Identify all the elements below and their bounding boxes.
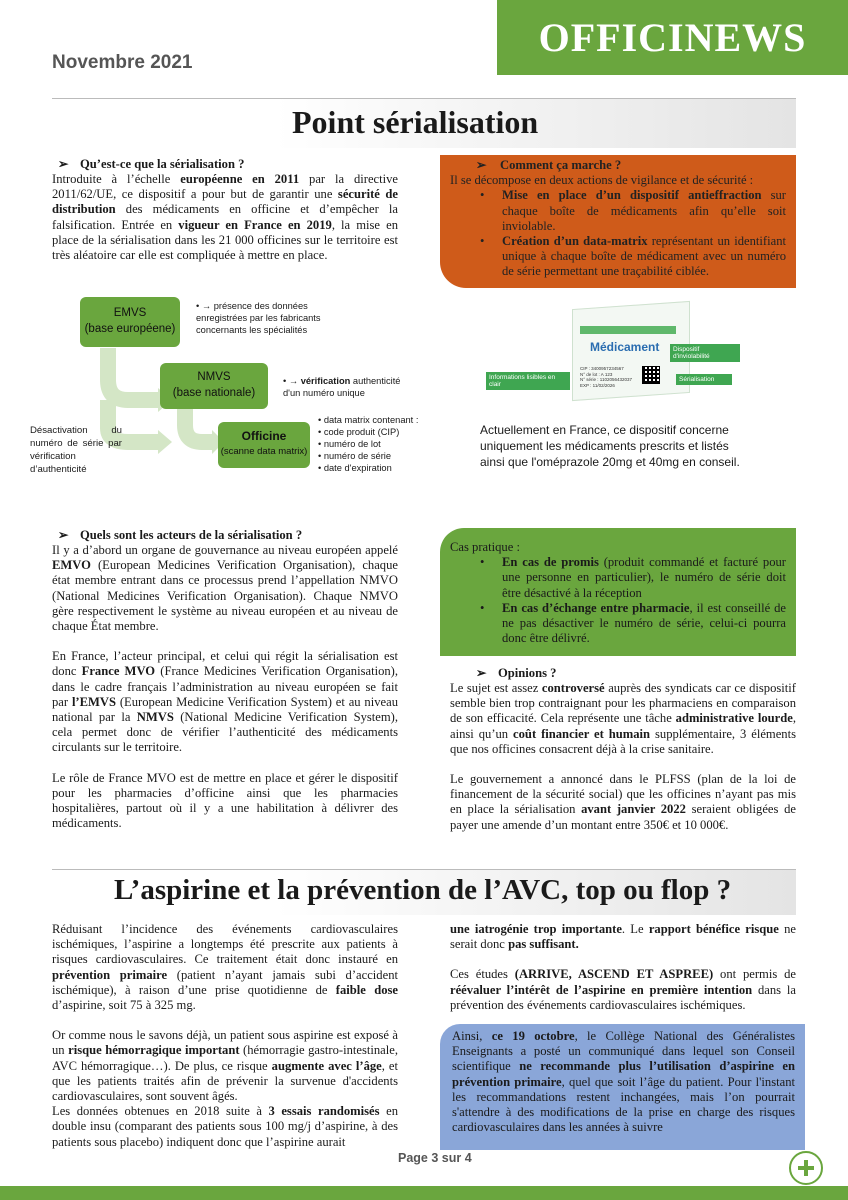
- paragraph: Le gouvernement a annoncé dans le PLFSS (plan de la loi de financement de la sécurité social) que les officines n’ayant pas mis en place la sérialisation avant janvier 2022 seraient obligées de payer une amende d’un montant entre 350€ et 10 000€.: [450, 772, 796, 832]
- arrow-bullet-icon: ➢: [58, 528, 69, 542]
- medicine-box-illustration: [480, 300, 736, 410]
- bullet-list: [450, 188, 786, 279]
- list-item: • En cas d’échange entre pharmacie, il est conseillé de ne pas désactiver le numéro de série, celui-ci pourra donc être délivré.: [450, 601, 786, 647]
- question-heading: ➢ Quels sont les acteurs de la sérialisation ?: [52, 527, 398, 543]
- flow-arrow: [108, 348, 158, 400]
- what-is-serialisation: [52, 156, 398, 263]
- data-matrix-icon: [642, 366, 660, 384]
- readable-tag: Informations lisibles en clair: [486, 372, 570, 390]
- paragraph: Il y a d’abord un organe de gouvernance au niveau européen appelé EMVO (European Medicines Verification Organisation), chaque état membre entrant dans ce processus prend l’appellation NMVO (National Medicines Verification Organisation). Chaque NMVO gère respectivement le système au niveau européen et au niveau de chaque État membre.: [52, 543, 398, 634]
- actors-section: [52, 527, 398, 831]
- paragraph: Introduite à l’échelle européenne en 2011 par la directive 2011/62/UE, ce dispositif a pour but de garantir une sécurité de distribution des médicaments en officine et d’empêcher la falsification. Entrée en vigueur en France en 2019, la mise en place de la sérialisation dans les 21 000 officines sur le territoire est très aléatoire car elle est compliquée à mettre en place.: [52, 172, 399, 263]
- intro-text: Il se décompose en deux actions de vigilance et de sécurité :: [450, 173, 754, 188]
- nmvs-node: NMVS (base nationale): [160, 363, 268, 409]
- section-title: Point sérialisation: [292, 104, 539, 140]
- paragraph: une iatrogénie trop importante. Le rapport bénéfice risque ne serait donc pas suffisant.: [450, 922, 797, 952]
- arrow-right-icon: • →: [196, 301, 214, 311]
- paragraph: Le sujet est assez controversé auprès des syndicats car ce dispositif semble bien trop contraignant pour les pharmaciens en comparaison de son efficacité. Cela représente une tâche administrative lourde, ainsi qu’un coût financier et humain supplémentaire, 3 éléments que nos officines consacrent déjà à la crise sanitaire.: [450, 681, 797, 756]
- opinions-section: [450, 665, 796, 833]
- page-number: Page 3 sur 4: [398, 1151, 472, 1165]
- brand-title: OFFICINEWS: [538, 15, 807, 60]
- section-title: L’aspirine et la prévention de l’AVC, top ou flop ?: [114, 874, 732, 906]
- section-title-bar: [52, 869, 796, 915]
- flow-arrow: [185, 408, 212, 442]
- paragraph: Réduisant l’incidence des événements cardiovasculaires ischémiques, l’aspirine a longtemps été prescrite aux patients à risques cardiovasculaires. Ce traitement était donc instauré en prévention primaire (patient n’ayant jamais subi d’accident ischémique), à raison d’une prise quotidienne de faible dose d’aspirine, soit 75 à 325 mg.: [52, 922, 398, 1013]
- arrow-bullet-icon: ➢: [476, 666, 487, 680]
- emvs-note: • → présence des données enregistrées par les fabricants concernants les spécialités: [196, 301, 321, 335]
- question-heading: ➢ Comment ça marche ?: [476, 158, 622, 172]
- brand-banner: [497, 0, 848, 75]
- how-it-works-box: [440, 155, 796, 288]
- officina-logo: [786, 1150, 826, 1186]
- arrow-bullet-icon: ➢: [476, 158, 487, 172]
- officine-note: • data matrix contenant : • code produit (CIP) • numéro de lot • numéro de série • date d'expiration: [318, 415, 419, 473]
- serialisation-tag: Sérialisation: [676, 374, 732, 385]
- list-item: • Mise en place d’un dispositif antieffraction sur chaque boîte de médicaments afin qu’elle soit inviolable.: [450, 188, 786, 234]
- arrow-right-icon: • →: [283, 376, 301, 386]
- issue-date: Novembre 2021: [52, 52, 193, 73]
- france-note: Actuellement en France, ce dispositif concerne uniquement les médicaments prescrits et listés ainsi que l'oméprazole 20mg et 40mg en conseil.: [480, 423, 740, 469]
- aspirin-left-column: [52, 922, 398, 1150]
- flow-arrow-head: [158, 430, 172, 454]
- box-stripe: [580, 326, 676, 334]
- logo-icon: [786, 1150, 826, 1186]
- case-study-box: [440, 528, 796, 656]
- box-label: Médicament: [590, 340, 660, 354]
- question-heading: ➢ Qu’est-ce que la sérialisation ?: [52, 156, 398, 172]
- nmvs-note: • → vérification authenticité d'un numéro unique: [283, 376, 401, 398]
- paragraph: Le rôle de France MVO est de mettre en place et gérer le dispositif pour les pharmacies d’officine ainsi que les pharmacies hospitalières, partout où il y a une habilitation à délivrer des médicaments.: [52, 770, 398, 831]
- list-item: • En cas de promis (produit commandé et facturé pour une personne en particulier), le numéro de série doit être désactivé à la réception: [450, 555, 786, 601]
- box-code: CIP : 3400957234567 N° de lot : A 123 N° série : 1102056432037 EXP : 11/02/2026: [580, 366, 633, 388]
- question-heading: ➢ Opinions ?: [450, 665, 796, 681]
- footer-bar: [0, 1186, 848, 1200]
- bullet-list: [450, 555, 786, 646]
- paragraph: En France, l’acteur principal, et celui qui régit la sérialisation est donc France MVO (France Medicines Verification Organisation), dans le cadre français l’administration au niveau européen se fait par l’EMVS (European Medicine Verification System) et au niveau national par la NMVS (National Medicine Verification System), cela permet donc de vérifier l’authenticité des médicaments circulants sur le territoire.: [52, 649, 399, 755]
- paragraph: Ces études (ARRIVE, ASCEND ET ASPREE) ont permis de réévaluer l’intérêt de l’aspirine en première intention dans la prévention des événements cardiovasculaires ischémiques.: [450, 967, 796, 1012]
- section-title-bar: [52, 98, 796, 148]
- emvs-node: EMVS (base européene): [80, 297, 180, 347]
- case-title: Cas pratique :: [450, 540, 520, 554]
- paragraph: Or comme nous le savons déjà, un patient sous aspirine est exposé à un risque hémorragique important (hémorragie gastro-intestinale, AVC hémorragique…). De plus, ce risque augmente avec l’âge, et que les patients traités afin de prévenir la survenue d'accidents cardiovasculaires, sont souvent âgés. Les données obtenues en 2018 suite à 3 essais randomisés en double insu (comparant des patients sous 100 mg/j d’aspirine, à des patients sous placebo) indiquent donc que l’aspirine aurait: [52, 1028, 399, 1149]
- deactivation-note: Désactivation du numéro de série par vérification d’authenticité: [30, 425, 122, 475]
- officine-node: Officine (scanne data matrix): [218, 422, 310, 468]
- recommendation-box: Ainsi, ce 19 octobre, le Collège National des Généralistes Enseignants a posté un communiqué dans lequel son Conseil scientifique ne recommande plus l’utilisation d’aspirine en prévention primaire, quel que soit l’âge du patient. Pour l'instant les recommandations restent inchangées, mais l’on pourrait s'attendre à des modifications de la prise en charge des risques cardiovasculaires dans les années à suivre: [440, 1024, 805, 1150]
- aspirin-right-column: [450, 922, 796, 1013]
- arrow-bullet-icon: ➢: [58, 157, 69, 171]
- tamper-tag: Dispositif d'inviolabilité: [670, 344, 740, 362]
- list-item: • Création d’un data-matrix représentant un identifiant unique à chaque boîte de médicament avec un numéro de série permettant une traçabilité ciblée.: [450, 234, 786, 280]
